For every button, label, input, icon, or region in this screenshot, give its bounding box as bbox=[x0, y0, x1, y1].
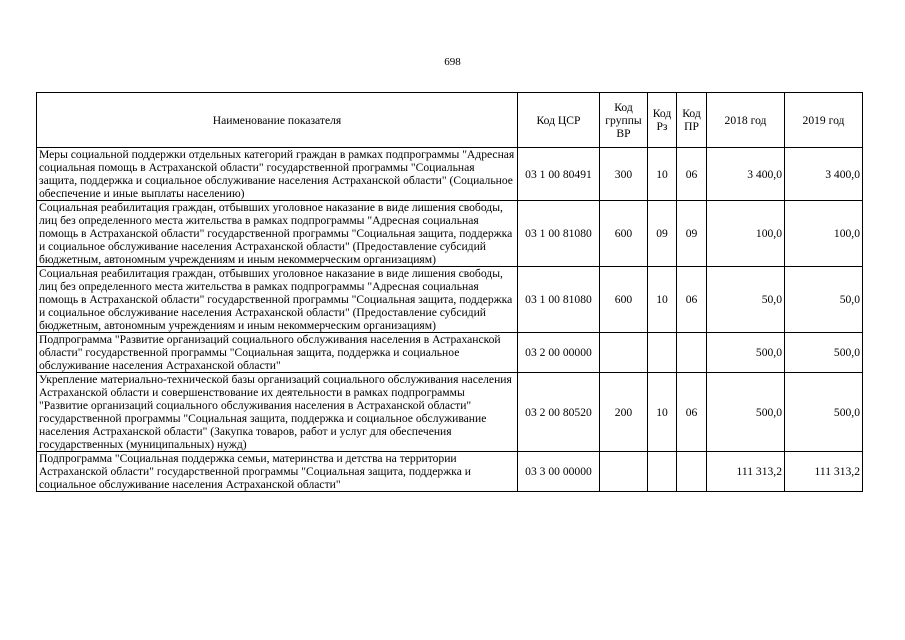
table-row bbox=[37, 201, 863, 267]
budget-table bbox=[36, 92, 863, 492]
header-csr: Код ЦСР bbox=[518, 93, 600, 148]
cell-vr bbox=[600, 333, 648, 373]
cell-rz: 09 bbox=[648, 201, 677, 267]
cell-vr: 600 bbox=[600, 267, 648, 333]
cell-rz: 10 bbox=[648, 148, 677, 201]
cell-vr: 600 bbox=[600, 201, 648, 267]
cell-2019: 100,0 bbox=[785, 201, 863, 267]
cell-csr: 03 1 00 81080 bbox=[518, 267, 600, 333]
header-pr: Код ПР bbox=[677, 93, 707, 148]
cell-2019: 3 400,0 bbox=[785, 148, 863, 201]
header-rz: Код Рз bbox=[648, 93, 677, 148]
cell-2018: 50,0 bbox=[707, 267, 785, 333]
header-2018: 2018 год bbox=[707, 93, 785, 148]
cell-name: Подпрограмма "Развитие организаций социального обслуживания населения в Астраханской области" государственной программы "Социальная защита, поддержка и социальное обслуживание населения Астраханской области" bbox=[37, 333, 518, 373]
cell-2019: 50,0 bbox=[785, 267, 863, 333]
cell-pr: 06 bbox=[677, 267, 707, 333]
cell-name: Укрепление материально-технической базы организаций социального обслуживания населения Астраханской области и совершенствование их деятельности в рамках подпрограммы "Развитие организаций социального обслуживания населения в Астраханской области" государственной программы "Социальная защита, поддержка и социальное обслуживание населения Астраханской области" (Закупка товаров, работ и услуг для обеспечения государственных (муниципальных) нужд) bbox=[37, 373, 518, 452]
cell-pr bbox=[677, 452, 707, 492]
cell-2019: 111 313,2 bbox=[785, 452, 863, 492]
cell-vr: 300 bbox=[600, 148, 648, 201]
cell-csr: 03 1 00 81080 bbox=[518, 201, 600, 267]
cell-2018: 100,0 bbox=[707, 201, 785, 267]
cell-pr: 06 bbox=[677, 373, 707, 452]
cell-rz bbox=[648, 333, 677, 373]
cell-csr: 03 1 00 80491 bbox=[518, 148, 600, 201]
cell-pr bbox=[677, 333, 707, 373]
cell-pr: 06 bbox=[677, 148, 707, 201]
cell-csr: 03 2 00 80520 bbox=[518, 373, 600, 452]
cell-name: Подпрограмма "Социальная поддержка семьи, материнства и детства на территории Астраханской области" государственной программы "Социальная защита, поддержка и социальное обслуживание населения Астраханской области" bbox=[37, 452, 518, 492]
cell-2019: 500,0 bbox=[785, 333, 863, 373]
cell-2018: 3 400,0 bbox=[707, 148, 785, 201]
table-row bbox=[37, 333, 863, 373]
cell-rz: 10 bbox=[648, 267, 677, 333]
table-header-row bbox=[37, 93, 863, 148]
cell-vr bbox=[600, 452, 648, 492]
cell-vr: 200 bbox=[600, 373, 648, 452]
header-2019: 2019 год bbox=[785, 93, 863, 148]
header-vr: Код группы ВР bbox=[600, 93, 648, 148]
cell-2018: 111 313,2 bbox=[707, 452, 785, 492]
cell-rz bbox=[648, 452, 677, 492]
cell-rz: 10 bbox=[648, 373, 677, 452]
cell-2018: 500,0 bbox=[707, 373, 785, 452]
header-name: Наименование показателя bbox=[37, 93, 518, 148]
cell-name: Социальная реабилитация граждан, отбывших уголовное наказание в виде лишения свободы, лиц без определенного места жительства в рамках подпрограммы "Адресная социальная помощь в Астраханской области" государственной программы "Социальная защита, поддержка и социальное обслуживание населения Астраханской области" (Предоставление субсидий бюджетным, автономным учреждениям и иным некоммерческим организациям) bbox=[37, 201, 518, 267]
table-row bbox=[37, 267, 863, 333]
table-row bbox=[37, 373, 863, 452]
cell-csr: 03 2 00 00000 bbox=[518, 333, 600, 373]
cell-2019: 500,0 bbox=[785, 373, 863, 452]
page-number: 698 bbox=[444, 56, 461, 68]
cell-name: Меры социальной поддержки отдельных категорий граждан в рамках подпрограммы "Адресная социальная помощь в Астраханской области" государственной программы "Социальная защита, поддержка и социальное обслуживание населения Астраханской области" (Социальное обеспечение и иные выплаты населению) bbox=[37, 148, 518, 201]
cell-csr: 03 3 00 00000 bbox=[518, 452, 600, 492]
table-row bbox=[37, 452, 863, 492]
cell-name: Социальная реабилитация граждан, отбывших уголовное наказание в виде лишения свободы, лиц без определенного места жительства в рамках подпрограммы "Адресная социальная помощь в Астраханской области" государственной программы "Социальная защита, поддержка и социальное обслуживание населения Астраханской области" (Предоставление субсидий бюджетным, автономным учреждениям и иным некоммерческим организациям) bbox=[37, 267, 518, 333]
cell-pr: 09 bbox=[677, 201, 707, 267]
table-row bbox=[37, 148, 863, 201]
cell-2018: 500,0 bbox=[707, 333, 785, 373]
